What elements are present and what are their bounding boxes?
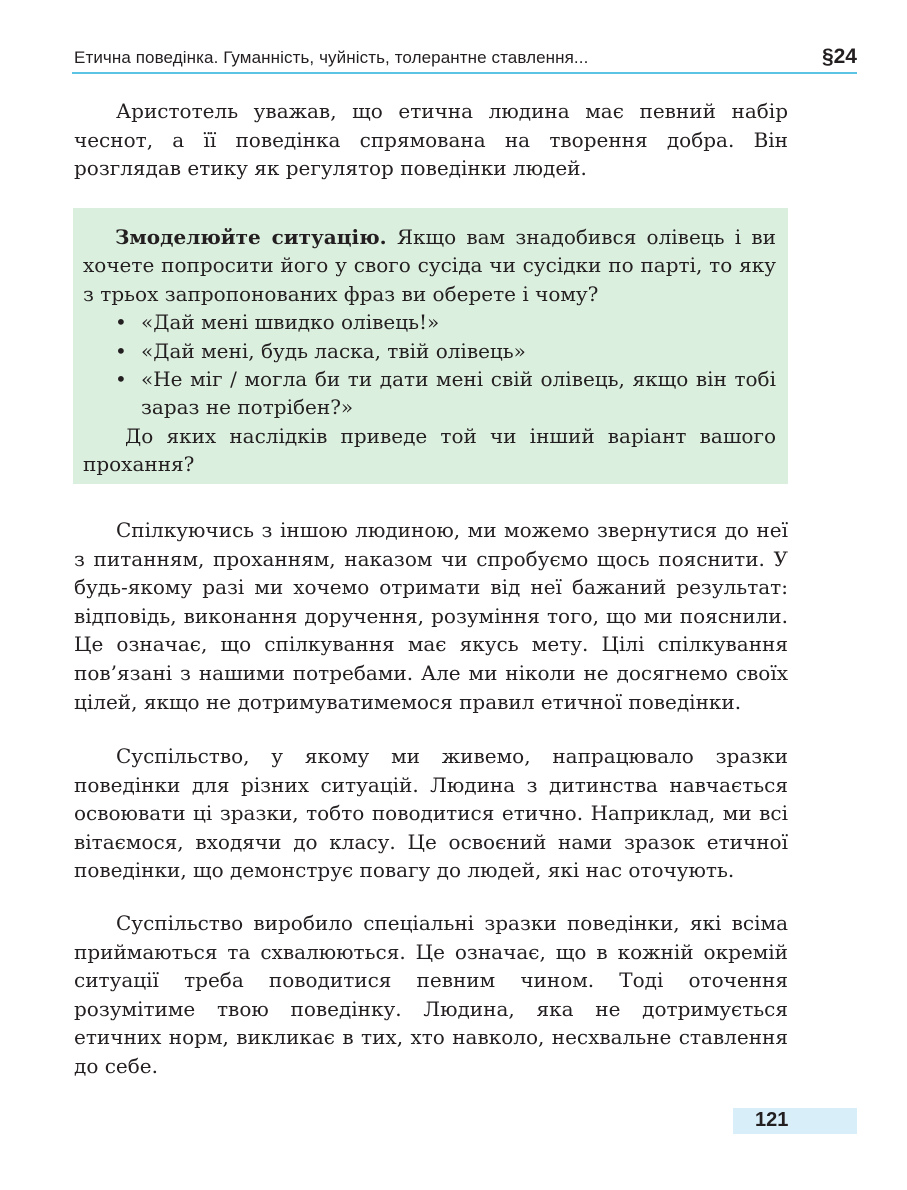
page-number: 121 <box>755 1109 789 1131</box>
phrase-options-list <box>83 308 776 422</box>
task-box-content <box>83 223 776 479</box>
task-text: Якщо вам знадобився олівець і ви хочете попросити його у свого сусіда чи сусідки по парті, то яку з трьох запропонованих фраз ви оберете і чому? <box>83 225 776 306</box>
body-paragraph: Спілкуючись з іншою людиною, ми можемо звернутися до неї з питанням, проханням, наказом чи спробуємо щось пояснити. У будь-якому разі ми хочемо отримати від неї бажаний результат: відповідь, виконання доручення, розуміння того, що ми пояснили. Це означає, що спілкування має якусь мету. Цілі спілкування пов’язані з нашими потребами. Але ми ніколи не досягнемо своїх цілей, якщо не дотримуватимемося правил етичної поведінки. <box>74 518 788 714</box>
intro-paragraph: Аристотель уважав, що етична людина має певний набір чеснот, а її поведінка спрямована на творення добра. Він розглядав етику як регулятор поведінки людей. <box>74 99 788 181</box>
bullet-icon: • <box>115 338 127 363</box>
option-text: «Дай мені швидко олівець!» <box>141 310 440 335</box>
section-number: §24 <box>821 45 857 68</box>
list-item <box>83 337 776 365</box>
task-lead: Змоделюйте ситуацію. <box>115 225 387 249</box>
bullet-icon: • <box>115 310 127 335</box>
running-header <box>72 44 857 74</box>
option-text: «Не міг / могла би ти дати мені свій олівець, якщо він тобі зараз не потрібен?» <box>141 367 776 420</box>
task-prompt <box>83 223 776 308</box>
option-text: «Дай мені, будь ласка, твій олівець» <box>141 338 526 363</box>
page-number-bar <box>733 1108 857 1134</box>
list-item <box>83 308 776 336</box>
task-question: До яких наслідків приведе той чи інший варіант вашого прохання? <box>83 423 776 477</box>
task-box <box>73 208 788 484</box>
chapter-title: Етична поведінка. Гуманність, чуйність, толерантне ставлення... <box>74 48 589 67</box>
body-paragraph: Суспільство, у якому ми живемо, напрацювало зразки поведінки для різних ситуацій. Людина з дитинства навчається освоювати ці зразки, тобто поводитися етично. Наприклад, ми всі вітаємося, входячи до класу. Це освоєний нами зразок етичної поведінки, що демонструє повагу до людей, які нас оточують. <box>74 744 788 883</box>
bullet-icon: • <box>115 367 127 392</box>
body-paragraph: Суспільство виробило спеціальні зразки поведінки, які всіма приймаються та схвалюються. Це означає, що в кожній окремій ситуації треба поводитися певним чином. Тоді оточення розумітиме твою поведінку. Людина, яка не дотримується етичних норм, викликає в тих, хто навколо, несхвальне ставлення до себе. <box>74 911 788 1078</box>
list-item <box>83 365 776 422</box>
